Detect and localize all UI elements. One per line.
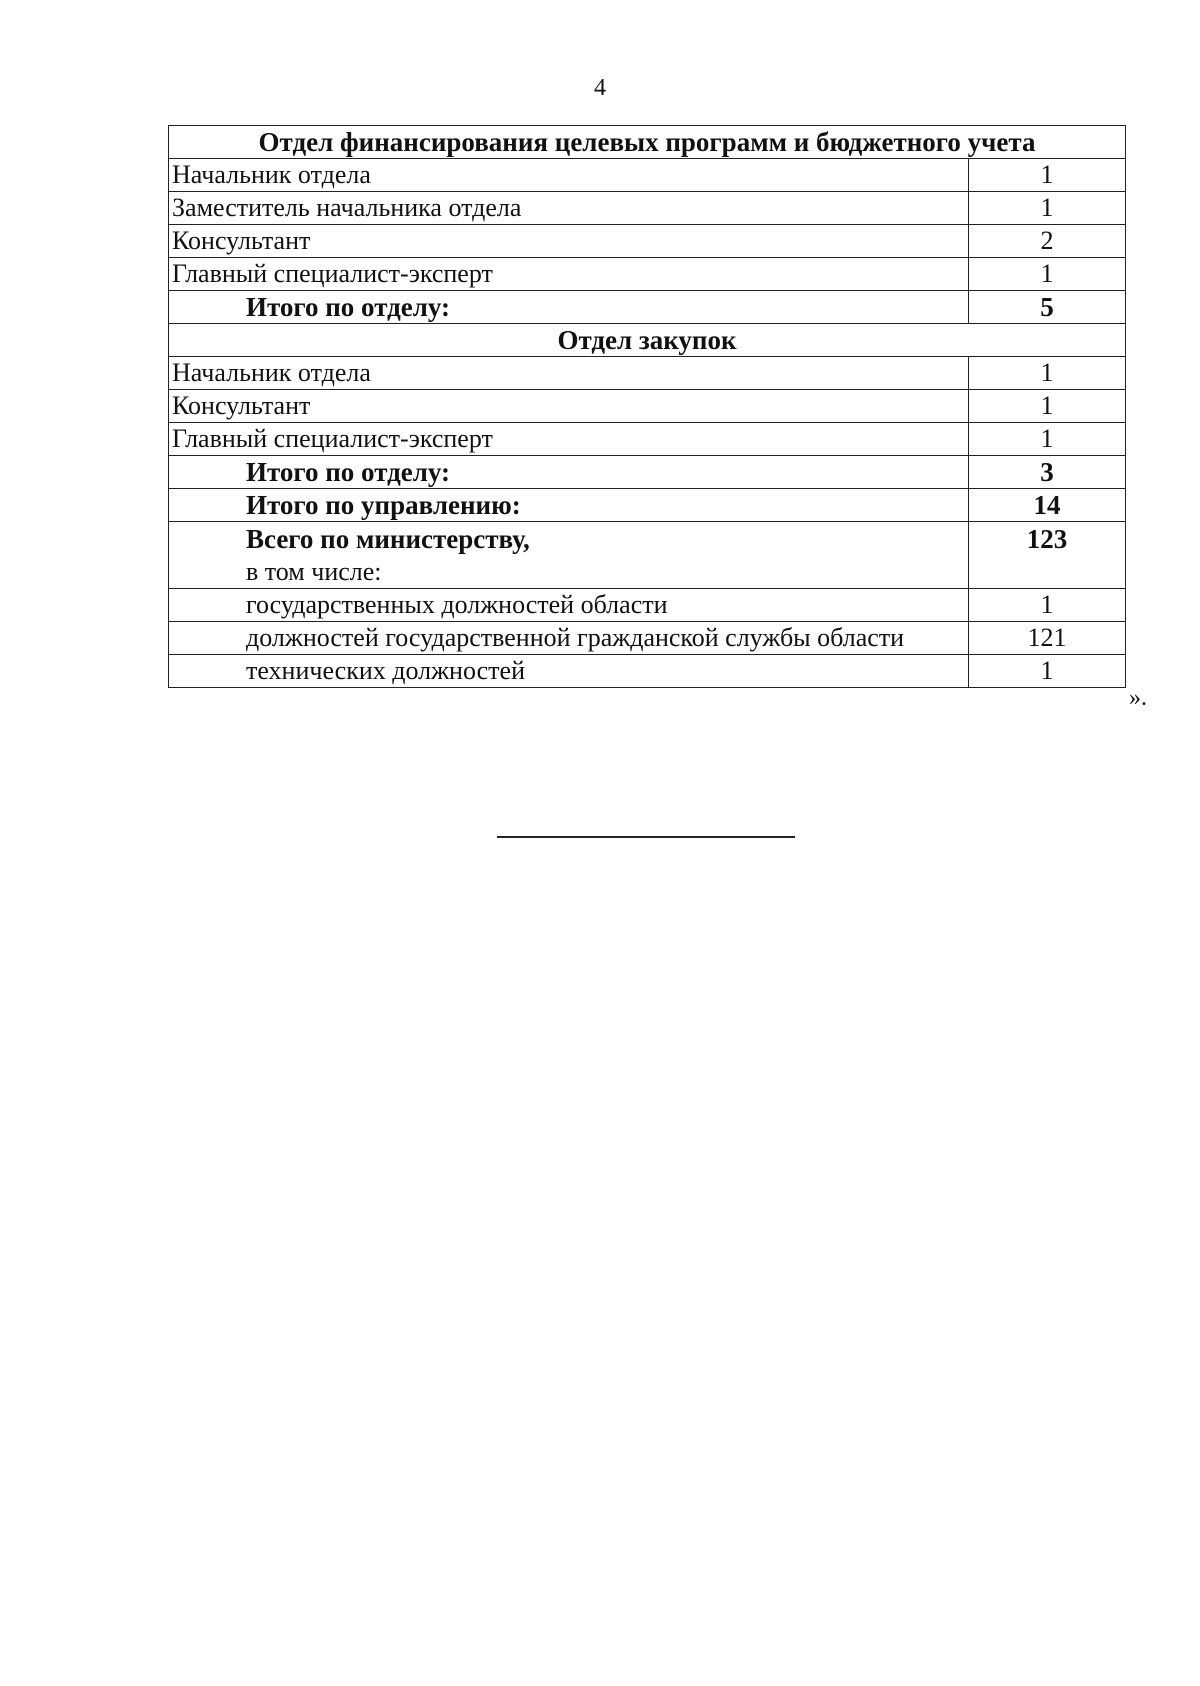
position-name: Консультант (169, 225, 969, 258)
table-row (169, 258, 1126, 291)
breakdown-row (169, 622, 1126, 655)
ministry-total-label: Всего по министерству, (246, 524, 530, 554)
section-title-procurement: Отдел закупок (169, 324, 1126, 357)
ministry-total-row (169, 522, 1126, 589)
position-count: 1 (969, 159, 1126, 192)
breakdown-count: 121 (969, 622, 1126, 655)
ministry-total-count: 123 (1026, 524, 1068, 554)
table-row (169, 423, 1126, 456)
position-name: Главный специалист-эксперт (169, 258, 969, 291)
breakdown-row (169, 655, 1126, 688)
section-total-count: 5 (969, 291, 1126, 324)
section-header-row (169, 126, 1126, 159)
ministry-total-cell (169, 522, 969, 589)
breakdown-name: должностей государственной гражданской службы области (169, 622, 969, 655)
table-row (169, 159, 1126, 192)
section-total-count: 3 (969, 456, 1126, 489)
position-count: 1 (969, 357, 1126, 390)
management-total-label: Итого по управлению: (169, 489, 969, 522)
section-total-label: Итого по отделу: (169, 456, 969, 489)
breakdown-row (169, 589, 1126, 622)
position-name: Консультант (169, 390, 969, 423)
page-number: 4 (594, 75, 606, 101)
position-name: Заместитель начальника отдела (169, 192, 969, 225)
position-count: 1 (969, 192, 1126, 225)
breakdown-count: 1 (969, 589, 1126, 622)
breakdown-count: 1 (969, 655, 1126, 688)
management-total-row (169, 489, 1126, 522)
table-row (169, 357, 1126, 390)
table-row (169, 225, 1126, 258)
ministry-total-count-cell (969, 522, 1126, 589)
ministry-total-sublabel: в том числе: (246, 557, 382, 586)
position-name: Начальник отдела (169, 159, 969, 192)
closing-quote-mark: ». (1129, 685, 1147, 711)
position-name: Главный специалист-эксперт (169, 423, 969, 456)
position-count: 1 (969, 258, 1126, 291)
section-title-financing: Отдел финансирования целевых программ и бюджетного учета (169, 126, 1126, 159)
management-total-count: 14 (969, 489, 1126, 522)
end-of-document-rule (497, 836, 795, 838)
breakdown-name: технических должностей (169, 655, 969, 688)
section-total-label: Итого по отделу: (169, 291, 969, 324)
table-row (169, 192, 1126, 225)
staff-table (168, 125, 1126, 688)
breakdown-name: государственных должностей области (169, 589, 969, 622)
section-total-row (169, 291, 1126, 324)
position-count: 1 (969, 423, 1126, 456)
position-count: 1 (969, 390, 1126, 423)
table-row (169, 390, 1126, 423)
position-name: Начальник отдела (169, 357, 969, 390)
position-count: 2 (969, 225, 1126, 258)
section-header-row (169, 324, 1126, 357)
section-total-row (169, 456, 1126, 489)
